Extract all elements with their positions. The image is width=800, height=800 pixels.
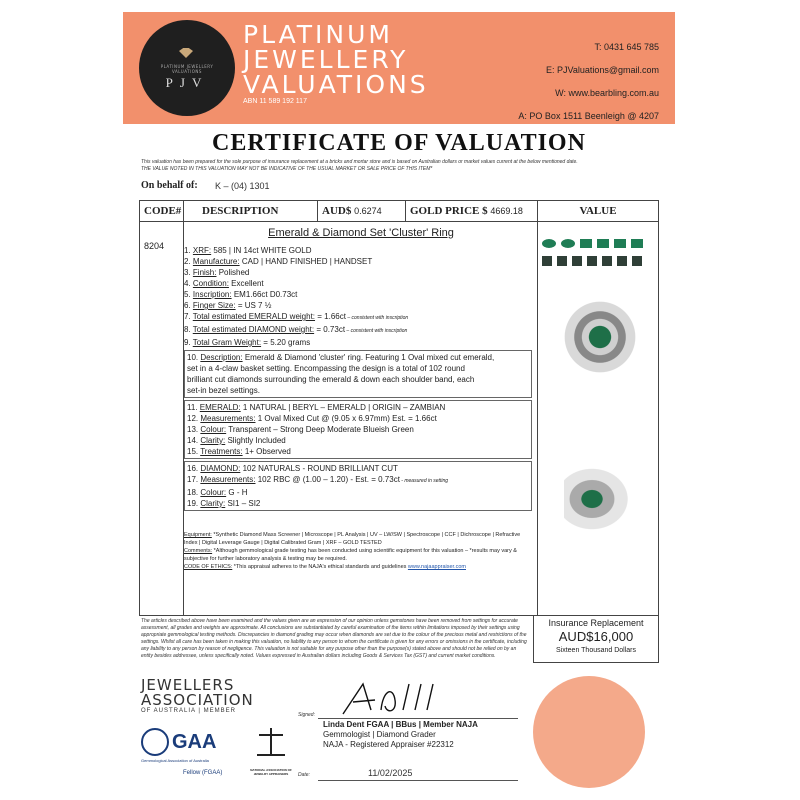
insurance-box (533, 615, 659, 663)
emerald-oval-icon (561, 239, 575, 248)
emerald-rect-icon (614, 239, 626, 248)
value-header: VALUE (579, 205, 617, 217)
item-details (184, 245, 532, 513)
aud-cell: AUD$ 0.6274 (318, 201, 406, 221)
list-item: 13. Colour: Transparent – Strong Deep Moderate Blueish Green (187, 425, 414, 434)
company-logo (139, 20, 235, 116)
list-item: 2. Manufacture: CAD | HAND FINISHED | HANDSET (184, 257, 373, 266)
logo-initials: PJV (165, 75, 209, 90)
list-item: 1. XRF: 585 | IN 14ct WHITE GOLD (184, 246, 312, 255)
equipment-notes: Equipment: *Synthetic Diamond Mass Screener | Microscope | PL Analysis | UV – LW/SW | Spectroscope | CCF | Dichroscope | Refractive Index | Digital Leverage Gauge | Digital Calibrated Gram | XRF – GOLD TESTED Comments: *Although gemmological grade testing has been conducted using scientific equipment for this valuation – *results may vary & subjective for further laboratory analysis & testing may be required. CODE OF ETHICS: *This appraisal adheres to the NAJA's ethical standards and guidelines www.najaappraiser.com (184, 532, 521, 570)
signer-details: Linda Dent FGAA | BBus | Member NAJA Gemmologist | Diamond Grader NAJA - Registered Appraiser #22312 (323, 720, 478, 749)
list-item: 11. EMERALD: 1 NATURAL | BERYL – EMERALD | ORIGIN – ZAMBIAN (187, 403, 446, 412)
seal-stamp (533, 676, 645, 788)
naja-link[interactable]: www.najaappraiser.com (407, 564, 466, 570)
insurance-label: Insurance Replacement (548, 618, 644, 628)
emerald-rect-icon (597, 239, 609, 248)
signed-label: Signed: (298, 712, 315, 718)
fine-print: The articles described above have been examined and the values given are an expression of our opinion unless gemstones have been removed from settings for accurate assessment, all grades and weights are approximate. All conclusions are substantiated by careful examination of the items within limitations imposed by their settings using appropriate gemmological testing methods. Discrepancies in diamond grading may occur when diamonds are set due to the colour of the precious metal and restrictions of the settings. Whilst all care has been taken in making this valuation, no liability to any person to whom the certificate is given for any errors or omissions in the certificate, including any liability to any person by reason of negligence. This valuation is not suitable for any purpose other than the purpose(s) stated above and should not be relied on by an entity besides addressee, unless specifically noted. Values expressed in Australian dollars including Goods & Services Tax (GST) and current market conditions. (141, 618, 527, 659)
item-code: 8204 (144, 241, 165, 251)
list-item: 15. Treatments: 1+ Observed (187, 447, 291, 456)
gemstone-images (542, 239, 654, 274)
disclaimer: This valuation has been prepared for the sole purpose of insurance replacement at a bricks and mortar store and is based on Australian dollars or market values current at the below mentioned date. THE VALUE NOTED IN THIS VALUATION MAY NOT BE INDICATIVE OF THE USUAL MARKET OR SALE PRICE OF THIS ITEM* (141, 159, 578, 172)
valuation-table (139, 200, 659, 616)
email: E: PJValuations@gmail.com (545, 65, 659, 75)
brand-name: PLATINUM JEWELLERY VALUATIONS (243, 20, 429, 99)
logo-ring-text: PLATINUM JEWELLERY VALUATIONS (160, 64, 214, 74)
date-label: Date: (298, 772, 310, 778)
gem-swatch-icon (557, 256, 567, 266)
description-header: DESCRIPTION (184, 201, 318, 221)
item-title: Emerald & Diamond Set 'Cluster' Ring (268, 227, 454, 239)
gaa-logo: GAA (141, 728, 216, 756)
naja-name: NATIONAL ASSOCIATION OF JEWELRY APPRAISERS (250, 768, 292, 776)
emerald-box (184, 400, 532, 459)
document-title: CERTIFICATE OF VALUATION (212, 130, 586, 156)
phone: T: 0431 645 785 (594, 42, 659, 52)
scales-icon (257, 728, 285, 756)
diamond-box (184, 461, 532, 511)
gaa-name: Gemmological Association of Australia (141, 758, 209, 763)
on-behalf-value: K – (04) 1301 (215, 181, 270, 191)
contact-info (518, 36, 659, 128)
list-item: 17. Measurements: 102 RBC @ (1.00 – 1.20) - Est. = 0.73ct - measured in setting (187, 475, 449, 484)
emerald-oval-icon (542, 239, 556, 248)
gem-swatch-icon (632, 256, 642, 266)
description-box: 10. Description: Emerald & Diamond 'cluster' ring. Featuring 1 Oval mixed cut emerald, set in a 4-claw basket setting. Encompassing the design is a total of 102 round brilliant cut diamonds surrounding the emerald & down each shoulder band, each set-in bezel settings. (184, 350, 532, 398)
gem-swatch-icon (617, 256, 627, 266)
gold-price-cell: GOLD PRICE $ 4669.18 (406, 201, 538, 221)
signature-line (318, 718, 518, 719)
emerald-rect-icon (631, 239, 643, 248)
list-item: 5. Inscription: EM1.66ct D0.73ct (184, 290, 298, 299)
gem-icon (179, 48, 193, 58)
list-item: 7. Total estimated EMERALD weight: = 1.66ct – consistent with inscription (184, 312, 409, 321)
gem-swatch-icon (587, 256, 597, 266)
list-item: 16. DIAMOND: 102 NATURALS - ROUND BRILLIANT CUT (187, 464, 398, 473)
list-item: 3. Finish: Polished (184, 268, 250, 277)
jaa-logo: JEWELLERS ASSOCIATION (141, 676, 254, 709)
list-item: 19. Clarity: SI1 – SI2 (187, 499, 261, 508)
gem-swatch-icon (602, 256, 612, 266)
gaa-emblem-icon (141, 728, 169, 756)
gem-swatch-icon (542, 256, 552, 266)
address: A: PO Box 1511 Beenleigh @ 4207 (518, 111, 659, 121)
date-value: 11/02/2025 (368, 768, 413, 778)
jaa-member: OF AUSTRALIA | MEMBER (141, 708, 236, 714)
list-item: 8. Total estimated DIAMOND weight: = 0.73ct – consistent with inscription (184, 325, 408, 334)
on-behalf-label: On behalf of: (141, 180, 198, 191)
insurance-words: Sixteen Thousand Dollars (555, 647, 637, 654)
code-header: CODE# (140, 201, 184, 221)
list-item: 9. Total Gram Weight: = 5.20 grams (184, 338, 311, 347)
list-item: 6. Finger Size: = US 7 ½ (184, 301, 272, 310)
ring-side-view-photo (564, 463, 644, 543)
insurance-amount: AUD$16,000 (558, 629, 634, 644)
list-item: 18. Colour: G - H (187, 488, 248, 497)
fellow-label: Fellow (FGAA) (183, 770, 223, 776)
header-banner (123, 12, 675, 124)
date-line (318, 780, 518, 781)
naja-logo (251, 728, 291, 764)
list-item: 4. Condition: Excellent (184, 279, 264, 288)
ring-top-view-photo (554, 293, 646, 381)
website: W: www.bearbling.com.au (555, 88, 659, 98)
abn-number: ABN 11 589 192 117 (243, 98, 307, 105)
emerald-rect-icon (580, 239, 592, 248)
certificate-page (123, 12, 675, 788)
signature-graphic (323, 680, 443, 720)
list-item: 14. Clarity: Slightly Included (187, 436, 286, 445)
gem-swatch-icon (572, 256, 582, 266)
list-item: 12. Measurements: 1 Oval Mixed Cut @ (9.05 x 6.97mm) Est. = 1.66ct (187, 414, 437, 423)
